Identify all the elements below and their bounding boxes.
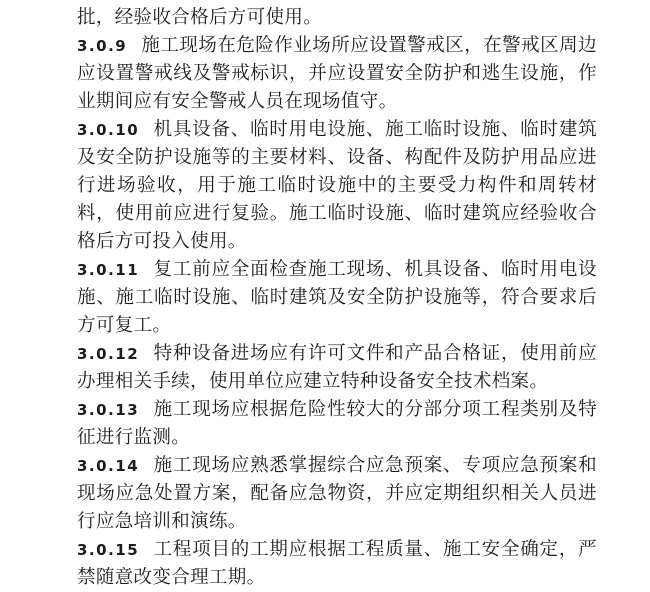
- clause-3-0-15: [77, 536, 597, 592]
- clause-3-0-13: [77, 396, 597, 452]
- clause-3-0-11: [77, 256, 597, 340]
- continuation-paragraph: [77, 4, 597, 32]
- text-block: [77, 4, 597, 592]
- clause-number: 3.0.10: [77, 121, 140, 139]
- clause-3-0-12: [77, 340, 597, 396]
- clause-number: 3.0.14: [77, 457, 140, 475]
- clause-number: 3.0.13: [77, 401, 140, 419]
- clause-text: 施工现场应熟悉掌握综合应急预案、专项应急预案和现场应急处置方案，配备应急物资，并应定期组织相关人员进行应急培训和演练。: [77, 455, 597, 532]
- clause-text: 施工现场应根据危险性较大的分部分项工程类别及特征进行监测。: [77, 399, 597, 448]
- clause-text: 机具设备、临时用电设施、施工临时设施、临时建筑及安全防护设施等的主要材料、设备、构配件及防护用品应进行进场验收，用于施工临时设施中的主要受力构件和周转材料，使用前应进行复验。施工临时设施、临时建筑应经验收合格后方可投入使用。: [77, 119, 597, 252]
- clause-text: 施工现场在危险作业场所应设置警戒区，在警戒区周边应设置警戒线及警戒标识，并应设置安全防护和逃生设施，作业期间应有安全警戒人员在现场值守。: [77, 35, 597, 112]
- clause-3-0-14: [77, 452, 597, 536]
- clause-text: 特种设备进场应有许可文件和产品合格证，使用前应办理相关手续，使用单位应建立特种设备安全技术档案。: [77, 343, 597, 392]
- clause-number: 3.0.15: [77, 541, 140, 559]
- clause-3-0-10: [77, 116, 597, 256]
- clause-number: 3.0.12: [77, 345, 140, 363]
- clause-number: 3.0.9: [77, 37, 128, 55]
- clause-text: 复工前应全面检查施工现场、机具设备、临时用电设施、施工临时设施、临时建筑及安全防护设施等，符合要求后方可复工。: [77, 259, 597, 336]
- clause-number: 3.0.11: [77, 261, 140, 279]
- clause-3-0-9: [77, 32, 597, 116]
- continuation-text: 批，经验收合格后方可使用。: [77, 7, 323, 28]
- clause-text: 工程项目的工期应根据工程质量、施工安全确定，严禁随意改变合理工期。: [77, 539, 597, 588]
